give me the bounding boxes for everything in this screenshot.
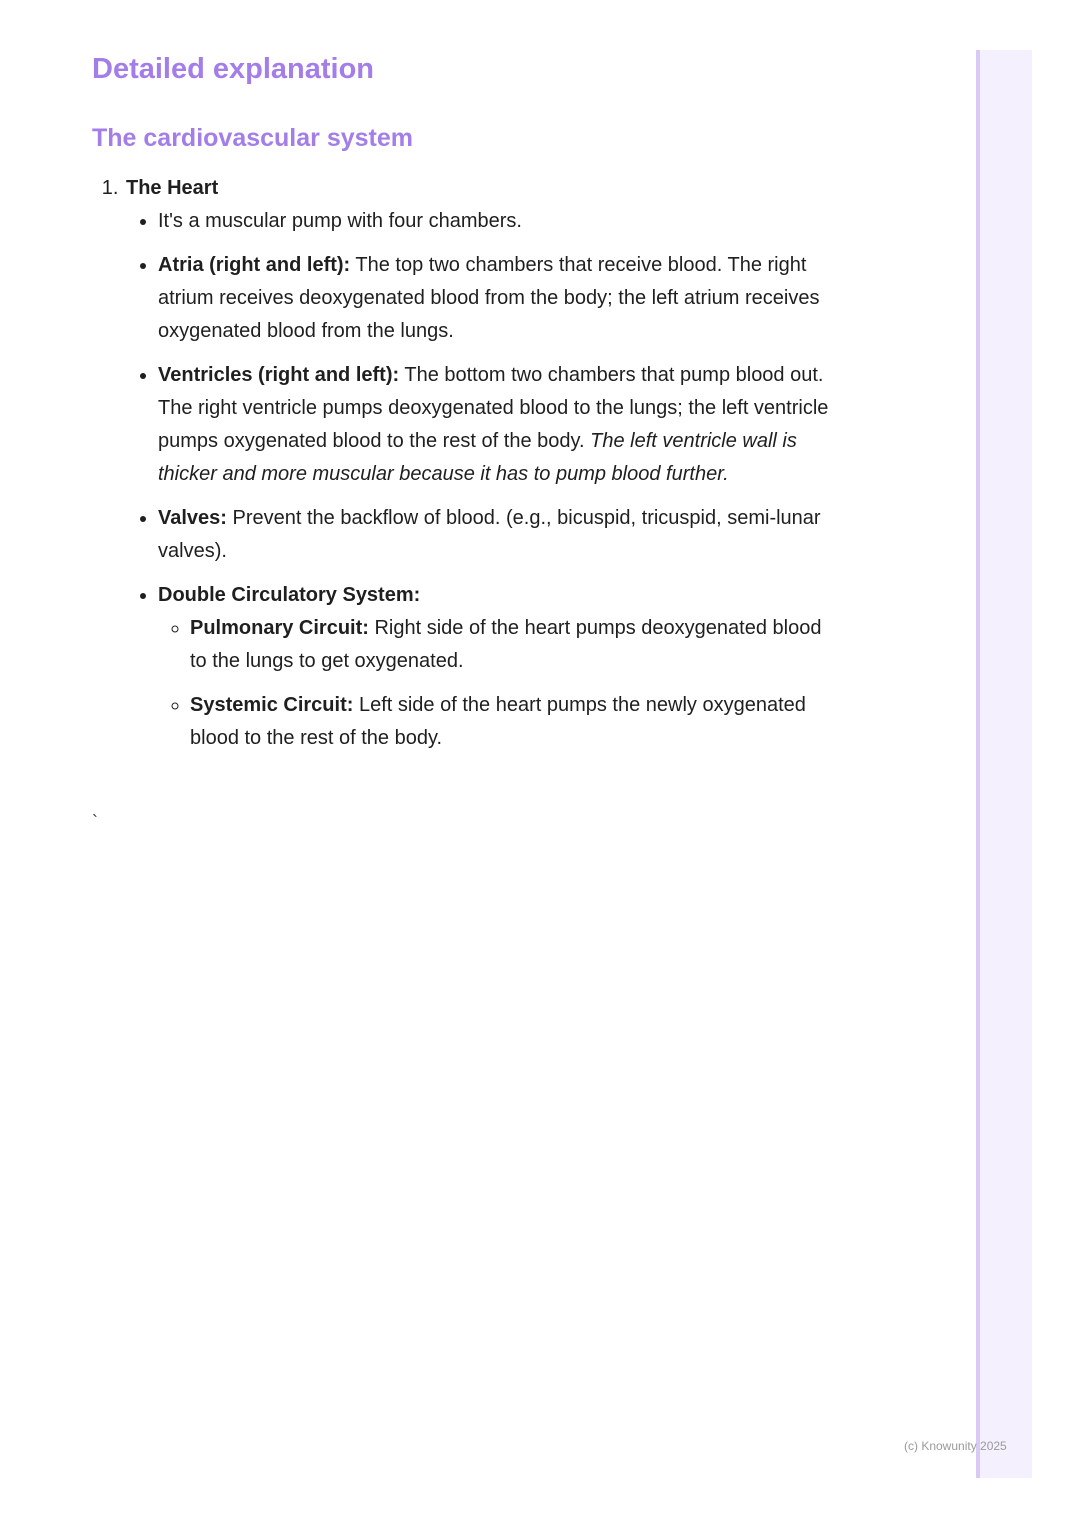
sub-bullet-systemic: [190, 689, 832, 755]
bullet-italic-note: The left ventricle wall is thicker and more muscular because it has to pump blood further.: [158, 430, 797, 485]
list-item-heart: [124, 172, 832, 755]
bullet-item-valves: [158, 502, 832, 568]
bullet-item-ventricles: [158, 359, 832, 491]
bullet-label: Valves:: [158, 507, 227, 529]
bullet-item-double-circulatory: [158, 579, 832, 755]
bullet-label: Double Circulatory System:: [158, 584, 421, 606]
bullet-text: The bottom two chambers that pump blood out. The right ventricle pumps deoxygenated blood to the lungs; the left ventricle pumps oxygenated blood to the rest of the body.: [158, 364, 829, 452]
sub-bullet-text: Right side of the heart pumps deoxygenated blood to the lungs to get oxygenated.: [190, 617, 822, 672]
bullet-text: Prevent the backflow of blood. (e.g., bicuspid, tricuspid, semi-lunar valves).: [158, 507, 821, 562]
sub-bullet-label: Pulmonary Circuit:: [190, 617, 369, 639]
numbered-list: [92, 172, 832, 755]
sub-bullet-list: [158, 612, 832, 755]
bullet-label: Ventricles (right and left):: [158, 364, 400, 386]
decorative-sidebar: [976, 50, 1032, 1478]
list-item-title: The Heart: [126, 177, 219, 199]
main-content: [92, 48, 832, 766]
sub-bullet-text: Left side of the heart pumps the newly oxygenated blood to the rest of the body.: [190, 694, 806, 749]
bullet-label: Atria (right and left):: [158, 254, 351, 276]
section-title: The cardiovascular system: [92, 124, 413, 152]
sub-bullet-label: Systemic Circuit:: [190, 694, 354, 716]
bullet-text: The top two chambers that receive blood. The right atrium receives deoxygenated blood from the body; the left atrium receives oxygenated blood from the lungs.: [158, 254, 820, 342]
bullet-list: [126, 205, 832, 755]
sub-bullet-pulmonary: [190, 612, 832, 678]
stray-mark: `: [92, 812, 98, 832]
copyright-footer: (c) Knowunity 2025: [904, 1439, 1007, 1453]
bullet-text: It's a muscular pump with four chambers.: [158, 210, 522, 232]
bullet-item: [158, 205, 832, 238]
bullet-item-atria: [158, 249, 832, 348]
page-title: Detailed explanation: [92, 53, 375, 85]
